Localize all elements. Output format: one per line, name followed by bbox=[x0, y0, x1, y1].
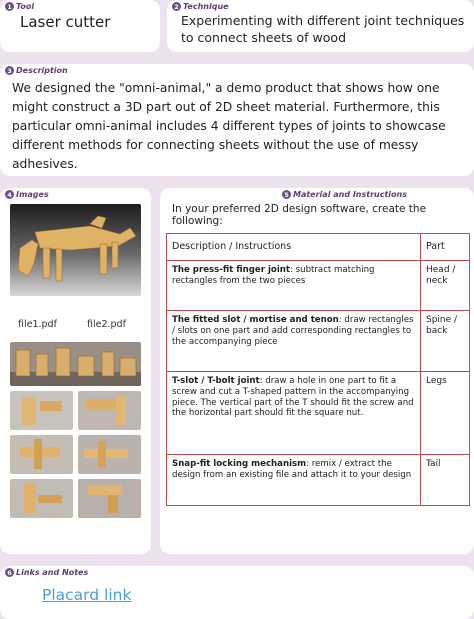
materials-card bbox=[160, 188, 474, 554]
joint-title: The fitted slot / mortise and tenon bbox=[172, 315, 339, 325]
links-header bbox=[5, 567, 88, 578]
technique-value: Experimenting with different joint techniques to connect sheets of wood bbox=[181, 13, 465, 45]
technique-header-label: Technique bbox=[183, 2, 229, 11]
column-header-part: Part bbox=[421, 234, 470, 261]
table-row bbox=[167, 455, 470, 506]
materials-header-label: Material and Instructions bbox=[293, 190, 407, 199]
table-row bbox=[167, 372, 470, 455]
tool-header bbox=[5, 1, 34, 12]
joint-photo-4 bbox=[78, 435, 141, 474]
materials-intro: In your preferred 2D design software, create the following: bbox=[172, 203, 427, 227]
joint-samples-photo bbox=[10, 342, 141, 386]
description-card bbox=[0, 64, 474, 176]
joint-instructions: : draw a hole in one part to fit a screw and cut a T-shaped pattern in the accompanying piece. The vertical part of the T should fit the screw and the horizontal part should fit the square nut. bbox=[172, 376, 414, 419]
part-cell: Head / neck bbox=[421, 261, 470, 311]
joint-instructions: : remix / extract the design from an existing file and attach it to your design bbox=[172, 459, 412, 480]
joint-instructions: : draw rectangles / slots on one part and add corresponding rectangles to the accompanying piece bbox=[172, 315, 414, 347]
joint-title: Snap-fit locking mechanism bbox=[172, 459, 307, 469]
images-card bbox=[0, 188, 151, 554]
joint-photo-3 bbox=[10, 435, 73, 474]
joint-photo-1 bbox=[10, 391, 73, 430]
images-header-label: Images bbox=[16, 190, 49, 199]
placard-link[interactable]: Placard link bbox=[42, 586, 132, 604]
joint-title: T-slot / T-bolt joint bbox=[172, 376, 260, 386]
part-cell: Tail bbox=[421, 455, 470, 506]
table-row bbox=[167, 261, 470, 311]
tool-card bbox=[0, 0, 160, 52]
tool-header-label: Tool bbox=[16, 2, 35, 11]
part-cell: Legs bbox=[421, 372, 470, 455]
number-badge: 1 bbox=[5, 2, 14, 11]
column-header-description: Description / Instructions bbox=[167, 234, 421, 261]
part-cell: Spine / back bbox=[421, 311, 470, 372]
description-header-label: Description bbox=[16, 66, 68, 75]
joint-photo-6 bbox=[78, 479, 141, 518]
joint-title: The press-fit finger joint bbox=[172, 265, 291, 275]
images-header bbox=[5, 189, 49, 200]
file1-link[interactable]: file1.pdf bbox=[18, 319, 57, 330]
number-badge: 2 bbox=[172, 2, 181, 11]
tool-value: Laser cutter bbox=[20, 13, 111, 31]
file2-link[interactable]: file2.pdf bbox=[87, 319, 126, 330]
links-header-label: Links and Notes bbox=[16, 568, 89, 577]
description-text: We designed the "omni-animal," a demo product that shows how one might construct a 3D part out of 2D sheet material. Furthermore, this particular omni-animal includes 4 different types of joints to showcase different methods for connecting sheets without the use of messy adhesives. bbox=[12, 81, 446, 171]
number-badge: 6 bbox=[5, 568, 14, 577]
joint-photo-2 bbox=[78, 391, 141, 430]
materials-header bbox=[282, 189, 407, 200]
joint-photo-5 bbox=[10, 479, 73, 518]
instructions-table bbox=[166, 233, 470, 506]
joint-instructions: : subtract matching rectangles from the two pieces bbox=[172, 265, 375, 286]
table-row bbox=[167, 311, 470, 372]
links-card bbox=[0, 566, 474, 619]
technique-card bbox=[167, 0, 474, 52]
description-header bbox=[5, 65, 68, 76]
technique-header bbox=[172, 1, 229, 12]
number-badge: 5 bbox=[282, 190, 291, 199]
number-badge: 3 bbox=[5, 66, 14, 75]
omni-animal-photo bbox=[10, 204, 141, 296]
number-badge: 4 bbox=[5, 190, 14, 199]
table-header-row bbox=[167, 234, 470, 261]
